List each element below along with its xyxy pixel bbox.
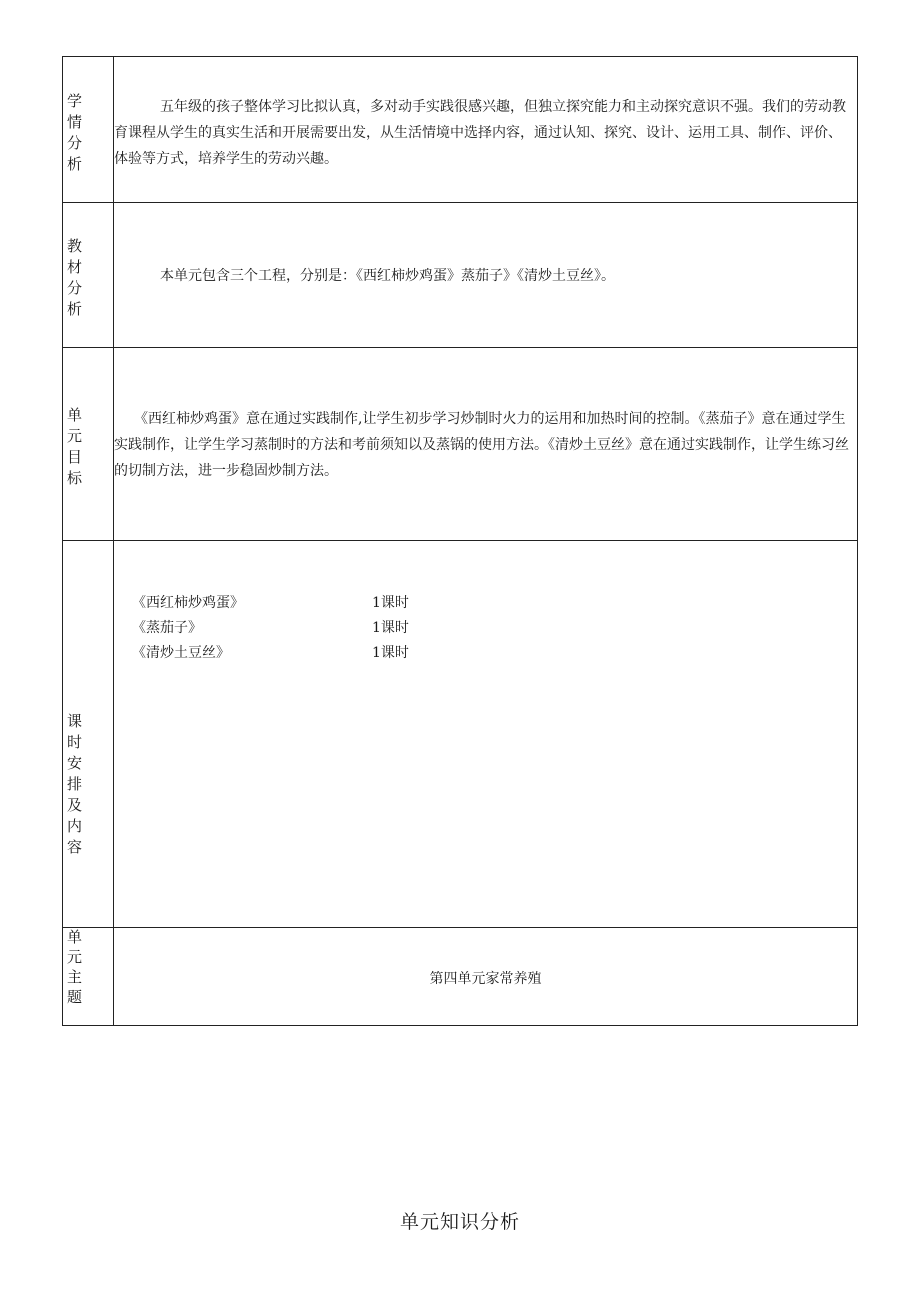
list-item bbox=[132, 641, 409, 666]
row-content bbox=[114, 541, 858, 927]
lesson-hours: 1课时 bbox=[372, 620, 409, 636]
lesson-list bbox=[132, 591, 409, 666]
row-textbook-analysis bbox=[63, 203, 858, 348]
row-content bbox=[114, 348, 858, 540]
unit-theme-text: 第四单元家常养殖 bbox=[429, 971, 542, 987]
textbook-analysis-text: 本单元包含三个工程，分别是：《西红柿炒鸡蛋》蒸茄子》《清炒土豆丝》。 bbox=[160, 268, 615, 284]
list-item bbox=[132, 616, 409, 641]
row-label: 教材分析 bbox=[63, 203, 114, 347]
lesson-hours: 1课时 bbox=[372, 595, 409, 611]
row-student-analysis bbox=[63, 57, 858, 203]
student-analysis-text: 五年级的孩子整体学习比拟认真，多对动手实践很感兴趣，但独立探究能力和主动探究意识不强。我们的劳动教育课程从学生的真实生活和开展需要出发，从生活情境中选择内容，通过认知、探究、设计、运用工具、制作、评价、体验等方式，培养学生的劳动兴趣。 bbox=[114, 99, 846, 167]
row-content bbox=[114, 928, 858, 1025]
row-unit-theme bbox=[63, 928, 858, 1026]
row-label: 课时安排及内容 bbox=[63, 541, 114, 927]
lesson-name: 《蒸茄子》 bbox=[132, 620, 202, 636]
lesson-hours: 1课时 bbox=[372, 645, 409, 661]
row-label: 学情分析 bbox=[63, 57, 114, 202]
lesson-name: 《清炒土豆丝》 bbox=[132, 645, 230, 661]
section-title: 单元知识分析 bbox=[399, 1211, 520, 1233]
row-content bbox=[114, 203, 858, 347]
lesson-name: 《西红柿炒鸡蛋》 bbox=[132, 595, 244, 611]
unit-goals-text: 《西红柿炒鸡蛋》意在通过实践制作,让学生初步学习炒制时火力的运用和加热时间的控制。《蒸茄子》意在通过学生实践制作，让学生学习蒸制时的方法和考前须知以及蒸锅的使用方法。《清炒土豆丝》意在通过实践制作，让学生练习丝的切制方法，进一步稳固炒制方法。 bbox=[114, 411, 849, 479]
row-unit-goals bbox=[63, 348, 858, 541]
row-lesson-schedule bbox=[63, 541, 858, 928]
unit-plan-table bbox=[62, 56, 858, 1026]
list-item bbox=[132, 591, 409, 616]
row-label: 单元主题 bbox=[63, 928, 114, 1025]
row-label: 单元目标 bbox=[63, 348, 114, 540]
row-content bbox=[114, 57, 858, 202]
